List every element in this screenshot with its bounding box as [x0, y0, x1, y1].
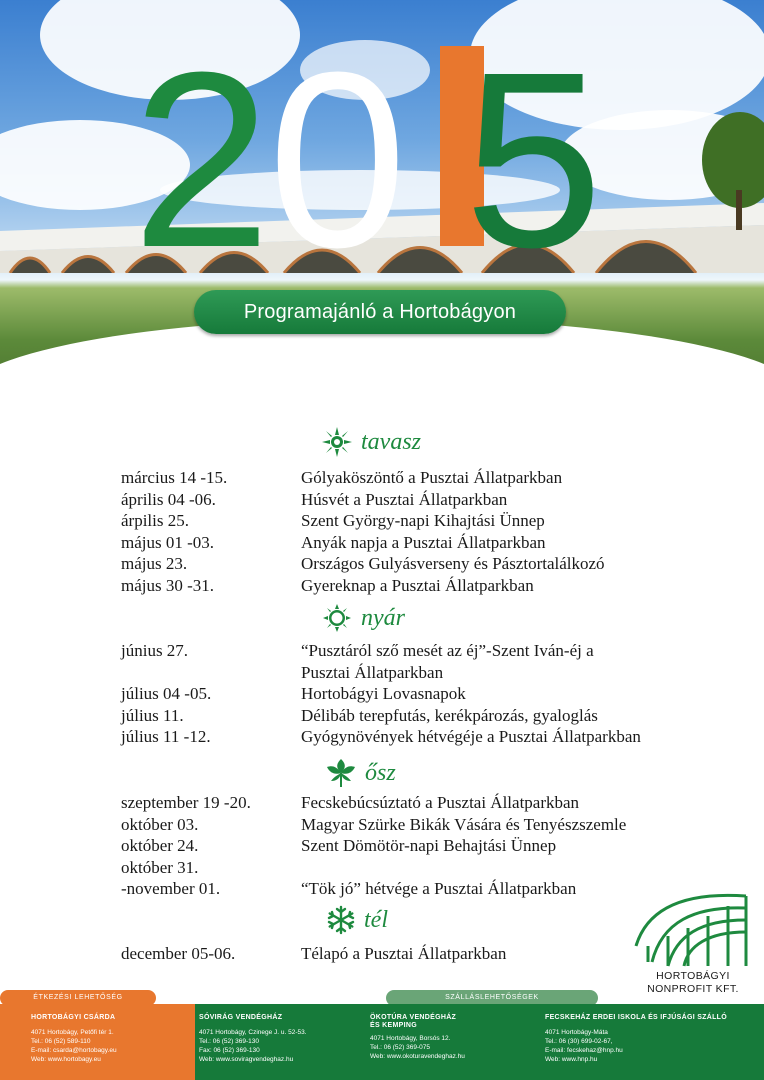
season-title: ősz	[365, 759, 396, 786]
venue-name: SÓVIRÁG VENDÉGHÁZ	[199, 1014, 283, 1021]
footer-col-fecskehaz	[545, 1004, 760, 1080]
event-date: április 04 -06.	[121, 489, 216, 509]
venue-email[interactable]: E-mail: csarda@hortobagy.eu	[31, 1047, 117, 1054]
venue-address: 4071 Hortobágy, Petőfi tér 1.	[31, 1029, 114, 1036]
event-title: Gyereknap a Pusztai Állatparkban	[301, 575, 534, 595]
subtitle-banner: Programajánló a Hortobágyon	[194, 290, 566, 334]
venue-phone: Tel.: 06 (30) 699-02-67,	[545, 1038, 613, 1045]
event-title: “Pusztáról sző mesét az éj”-Szent Iván-éj a	[301, 641, 594, 660]
event-date: -november 01.	[121, 879, 221, 898]
season-tavasz	[321, 426, 421, 458]
event-title: Gyógynövények hétvégéje a Pusztai Állatparkban	[301, 727, 641, 746]
event-date: október 03.	[121, 814, 199, 834]
event-title: Szent Dömötör-napi Behajtási Ünnep	[301, 836, 557, 855]
event-title: Anyák napja a Pusztai Állatparkban	[301, 532, 546, 552]
event-date: december 05-06.	[121, 944, 236, 963]
season-title: tavasz	[361, 428, 421, 455]
season-osz	[325, 757, 396, 789]
event-title: Télapó a Pusztai Állatparkban	[301, 944, 507, 963]
snowflake-icon	[326, 905, 356, 935]
footer-col-sovirag-text	[199, 1004, 364, 1080]
event-date: március 14 -15.	[121, 468, 228, 487]
logo-line-1: HORTOBÁGYI	[656, 970, 730, 982]
year-digit-0: 0	[268, 20, 408, 290]
sun-icon	[321, 426, 353, 458]
venue-name: FECSKEHÁZ ERDEI ISKOLA ÉS IFJÚSÁGI SZÁLLÓ	[545, 1014, 727, 1021]
venue-fax: Fax: 06 (52) 369-130	[199, 1047, 260, 1054]
logo-text	[628, 970, 758, 996]
venue-email[interactable]: E-mail: fecskehaz@hnp.hu	[545, 1047, 623, 1054]
venue-phone: Tel.: 06 (52) 369-130	[199, 1038, 259, 1045]
year-digit-1: 1	[0, 0, 1, 1]
venue-phone: Tel.: 06 (52) 369-075	[370, 1044, 430, 1051]
year-digit-5: 5	[464, 20, 604, 290]
event-title: Fecskebúcsúztató a Pusztai Állatparkban	[301, 793, 580, 812]
event-date: július 11 -12.	[121, 727, 211, 746]
venue-web[interactable]: Web: www.hnp.hu	[545, 1056, 598, 1063]
event-title: Magyar Szürke Bikák Vására és Tenyészszemle	[301, 814, 627, 834]
tab-food: ÉTKEZÉSI LEHETŐSÉG	[0, 990, 156, 1006]
event-date: május 30 -31.	[121, 575, 215, 595]
event-date: október 31.	[121, 857, 199, 877]
event-title: Húsvét a Pusztai Állatparkban	[301, 489, 508, 509]
event-date: árpilis 25.	[121, 511, 189, 530]
season-nyar	[321, 602, 405, 634]
year-digit-2: 2	[132, 20, 272, 290]
season-title: nyár	[361, 604, 405, 631]
event-title: Délibáb terepfutás, kerékpározás, gyaloglás	[301, 705, 598, 725]
venue-web[interactable]: Web: www.hortobagy.eu	[31, 1056, 101, 1063]
footer-col-okotura	[370, 1004, 535, 1080]
footer-col-csarda	[0, 1004, 195, 1080]
event-title: “Tök jó” hétvége a Pusztai Állatparkban	[301, 879, 577, 898]
venue-phone: Tel.: 06 (52) 589-110	[31, 1038, 91, 1045]
event-date: július 11.	[121, 705, 184, 725]
year-graphic	[0, 0, 764, 290]
event-title: Szent György-napi Kihajtási Ünnep	[301, 511, 545, 530]
event-title-continued: Pusztai Állatparkban	[301, 662, 444, 682]
venue-address: 4071 Hortobágy, Czinege J. u. 52-53.	[199, 1029, 307, 1036]
venue-name: HORTOBÁGYI CSÁRDA	[31, 1014, 116, 1021]
venue-name: ÖKOTÚRA VENDÉGHÁZ	[370, 1014, 457, 1021]
event-date: szeptember 19 -20.	[121, 793, 251, 812]
sun-ring-icon	[321, 602, 353, 634]
event-title: Hortobágyi Lovasnapok	[301, 684, 466, 703]
event-date: október 24.	[121, 836, 199, 855]
season-title: tél	[364, 906, 388, 933]
venue-address: 4071 Hortobágy, Borsós 12.	[370, 1035, 451, 1042]
event-title: Gólyaköszöntő a Pusztai Állatparkban	[301, 468, 563, 487]
event-date: június 27.	[121, 641, 189, 660]
leaf-icon	[325, 757, 357, 789]
venue-web[interactable]: Web: www.soviragvendeghaz.hu	[199, 1056, 294, 1063]
season-tel	[326, 905, 388, 935]
venue-address: 4071 Hortobágy-Máta	[545, 1029, 608, 1036]
event-title: Országos Gulyásverseny és Pásztortalálkozó	[301, 554, 605, 573]
tab-stay: SZÁLLÁSLEHETŐSÉGEK	[386, 990, 598, 1006]
venue-web[interactable]: Web: www.okoturavendeghaz.hu	[370, 1053, 465, 1060]
footer	[0, 1004, 764, 1080]
logo-line-2: NONPROFIT KFT.	[647, 983, 739, 995]
venue-name-continued: ÉS KEMPING	[370, 1022, 417, 1029]
event-date: május 01 -03.	[121, 532, 215, 552]
event-date: május 23.	[121, 554, 188, 573]
event-date: július 04 -05.	[121, 684, 212, 703]
